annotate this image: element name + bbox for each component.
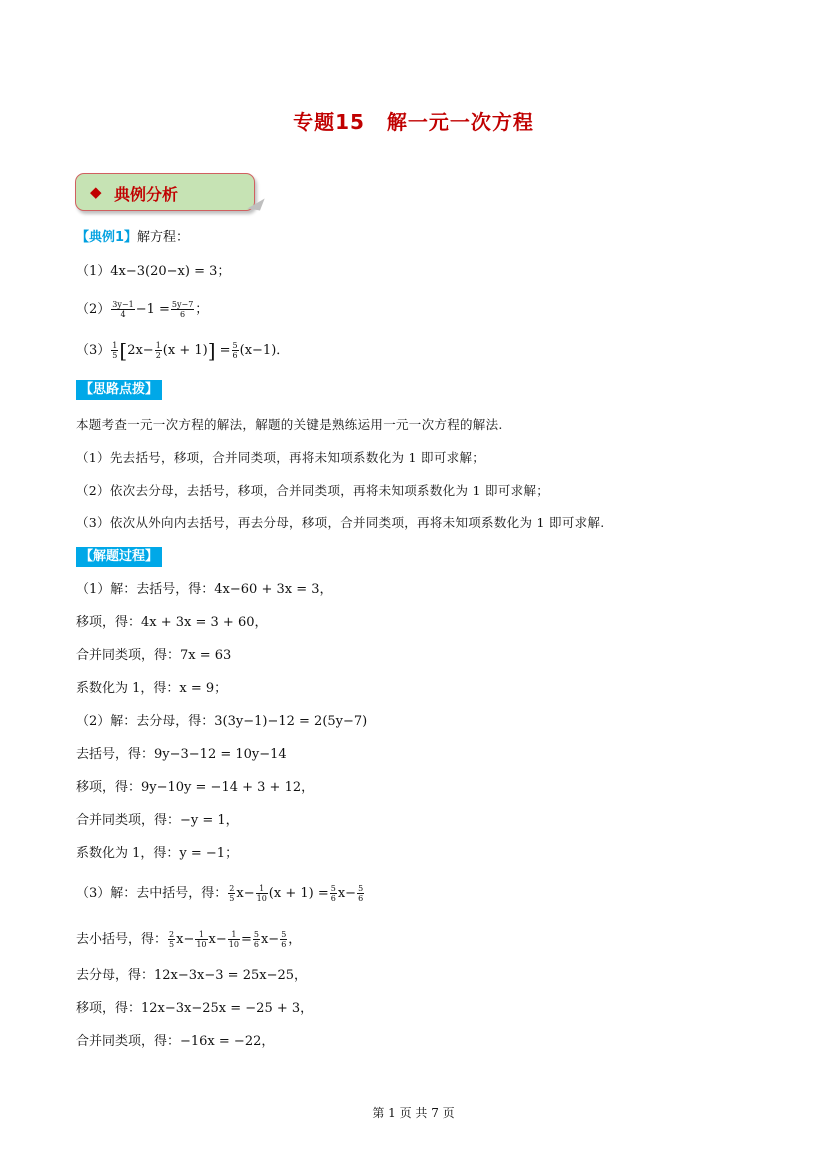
page-footer: 第 1 页 共 7 页: [372, 1106, 455, 1120]
solution-step: 系数化为 1，得：x = 9；: [76, 681, 228, 696]
page-title: [0, 106, 827, 135]
solution-step: 去分母，得：12x−3x−3 = 25x−25，: [76, 968, 307, 983]
section-banner-label: 典例分析: [114, 185, 179, 204]
fraction: $\frac{1}{10}$: [228, 930, 239, 949]
title-number: 专题15: [293, 110, 365, 134]
solution-step: 移项，得：12x−3x−25x = −25 + 3，: [76, 1001, 314, 1016]
question-2: （2） $\frac{3y-1}{4}$ −1 = $\frac{5y-7}{6}$ ；: [76, 300, 209, 319]
example-tag: 【典例1】: [76, 230, 138, 245]
question-3: （3） $\frac{1}{5}$ [2x− $\frac{1}{2}$ (x + 1)] = $\frac{5}{6}$ (x−1)．: [76, 338, 290, 363]
fraction: $\frac{2}{5}$: [229, 884, 235, 903]
fraction: $\frac{1}{10}$: [196, 930, 207, 949]
solution-step: 去小括号，得： $\frac{2}{5}$ x− $\frac{1}{10}$ x− $\frac{1}{10}$ = $\frac{5}{6}$ x− $\frac{5}{6}$ ，: [76, 930, 302, 949]
solution-step: 合并同类项，得：7x = 63: [76, 648, 232, 663]
fraction: $\frac{1}{2}$: [155, 341, 161, 360]
fraction: $\frac{5}{6}$: [232, 341, 238, 360]
section-banner: [75, 173, 255, 211]
example-heading: [76, 229, 189, 247]
solution-step: 去括号，得：9y−3−12 = 10y−14: [76, 747, 287, 762]
hint-line: （2）依次去分母，去括号，移项，合并同类项，再将未知项系数化为 1 即可求解；: [76, 483, 550, 498]
fraction: $\frac{3y-1}{4}$: [112, 300, 134, 319]
solution-step: 系数化为 1，得：y = −1；: [76, 846, 239, 861]
diamond-icon: ◆: [90, 183, 102, 201]
solution-step: 移项，得：4x + 3x = 3 + 60，: [76, 615, 268, 630]
hint-heading: [76, 380, 162, 400]
solution-step: （1）解：去括号，得：4x−60 + 3x = 3，: [76, 582, 333, 597]
solution-label: 【解题过程】: [76, 547, 162, 567]
solution-step: （2）解：去分母，得：3(3y−1)−12 = 2(5y−7): [76, 714, 368, 729]
solution-step: 合并同类项，得：−y = 1，: [76, 813, 239, 828]
fraction: $\frac{2}{5}$: [169, 930, 175, 949]
solution-heading: [76, 547, 162, 567]
fraction: $\frac{5}{6}$: [253, 930, 259, 949]
fraction: $\frac{1}{10}$: [256, 884, 267, 903]
question-1: （1）4x−3(20−x) = 3；: [76, 264, 231, 279]
solution-step: （3）解：去中括号，得： $\frac{2}{5}$ x− $\frac{1}{10}$ (x + 1) = $\frac{5}{6}$ x− $\frac{5}{6}$: [76, 884, 364, 903]
example-prompt: 解方程：: [137, 230, 190, 245]
hint-label: 【思路点拨】: [76, 380, 162, 400]
fraction: $\frac{1}{5}$: [112, 341, 118, 360]
hint-line: （1）先去括号，移项，合并同类项，再将未知项系数化为 1 即可求解；: [76, 450, 486, 465]
fraction: $\frac{5y-7}{6}$: [171, 300, 194, 319]
solution-step: 合并同类项，得：−16x = −22，: [76, 1034, 275, 1049]
title-text: 解一元一次方程: [386, 110, 534, 134]
hint-line: 本题考查一元一次方程的解法，解题的关键是熟练运用一元一次方程的解法.: [76, 417, 503, 432]
solution-step: 移项，得：9y−10y = −14 + 3 + 12，: [76, 780, 315, 795]
fraction: $\frac{5}{6}$: [330, 884, 336, 903]
fraction: $\frac{5}{6}$: [281, 930, 287, 949]
hint-line: （3）依次从外向内去括号，再去分母，移项，合并同类项，再将未知项系数化为 1 即可求解.: [76, 515, 605, 530]
fraction: $\frac{5}{6}$: [358, 884, 364, 903]
